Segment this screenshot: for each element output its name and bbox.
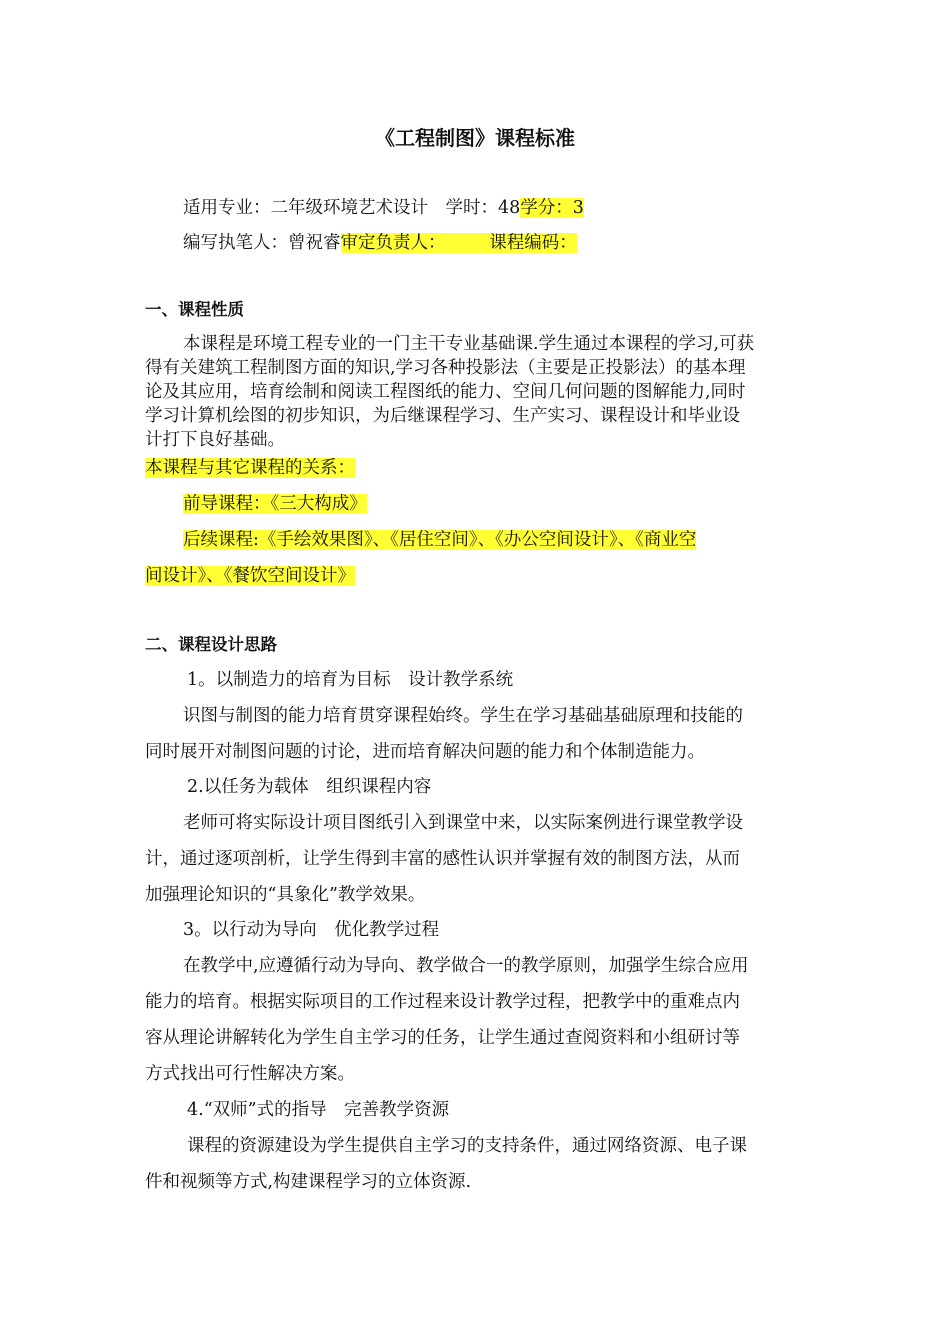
meta-credits: 学分：3 <box>520 198 584 218</box>
item-line: 件和视频等方式,构建课程学习的立体资源. <box>145 1172 472 1192</box>
item-title-3: 3。以行动为导向 优化教学过程 <box>183 920 440 940</box>
follow-courses-line-2: 间设计》、《餐饮空间设计》 <box>145 566 355 586</box>
meta-author: 编写执笔人：曾祝睿 <box>183 233 341 253</box>
item-title-4: 4.“双师”式的指导 完善教学资源 <box>187 1100 450 1120</box>
document-title: 《工程制图》课程标准 <box>375 126 575 150</box>
item-line: 加强理论知识的“具象化”教学效果。 <box>145 885 426 905</box>
relation-label: 本课程与其它课程的关系： <box>145 458 355 478</box>
paragraph-line: 得有关建筑工程制图方面的知识,学习各种投影法（主要是正投影法）的基本理 <box>145 358 746 378</box>
item-line: 容从理论讲解转化为学生自主学习的任务，让学生通过查阅资料和小组研讨等 <box>145 1028 740 1048</box>
paragraph-line: 计打下良好基础。 <box>145 430 285 450</box>
item-line: 同时展开对制图问题的讨论，进而培育解决问题的能力和个体制造能力。 <box>145 742 705 762</box>
meta-line-major <box>183 196 584 220</box>
meta-reviewer-code: 审定负责人： 课程编码： <box>340 233 577 253</box>
prereq-courses: 前导课程：《三大构成》 <box>183 494 367 514</box>
item-line: 方式找出可行性解决方案。 <box>145 1064 355 1084</box>
paragraph-line: 本课程是环境工程专业的一门主干专业基础课.学生通过本课程的学习,可获 <box>183 334 755 354</box>
item-line: 老师可将实际设计项目图纸引入到课堂中来，以实际案例进行课堂教学设 <box>183 813 743 833</box>
item-line: 课程的资源建设为学生提供自主学习的支持条件，通过网络资源、电子课 <box>187 1136 747 1156</box>
item-line: 计，通过逐项剖析，让学生得到丰富的感性认识并掌握有效的制图方法，从而 <box>145 849 740 869</box>
item-line: 在教学中,应遵循行动为导向、教学做合一的教学原则，加强学生综合应用 <box>183 956 749 976</box>
meta-major-hours: 适用专业：二年级环境艺术设计 学时：48 <box>183 198 521 218</box>
paragraph-line: 学习计算机绘图的初步知识，为后继课程学习、生产实习、课程设计和毕业设 <box>145 406 740 426</box>
item-line: 能力的培育。根据实际项目的工作过程来设计教学过程，把教学中的重难点内 <box>145 992 740 1012</box>
section-heading-design: 二、课程设计思路 <box>145 635 277 654</box>
paragraph-line: 论及其应用，培育绘制和阅读工程图纸的能力、空间几何问题的图解能力,同时 <box>145 382 746 402</box>
follow-courses-line-1: 后续课程:《手绘效果图》、《居住空间》、《办公空间设计》、《商业空 <box>183 530 697 550</box>
item-line: 识图与制图的能力培育贯穿课程始终。学生在学习基础基础原理和技能的 <box>183 706 743 726</box>
item-title-1: 1。以制造力的培育为目标 设计教学系统 <box>187 670 514 690</box>
item-title-2: 2.以任务为载体 组织课程内容 <box>187 777 432 797</box>
meta-line-author <box>183 231 577 255</box>
section-heading-nature: 一、课程性质 <box>145 300 244 319</box>
